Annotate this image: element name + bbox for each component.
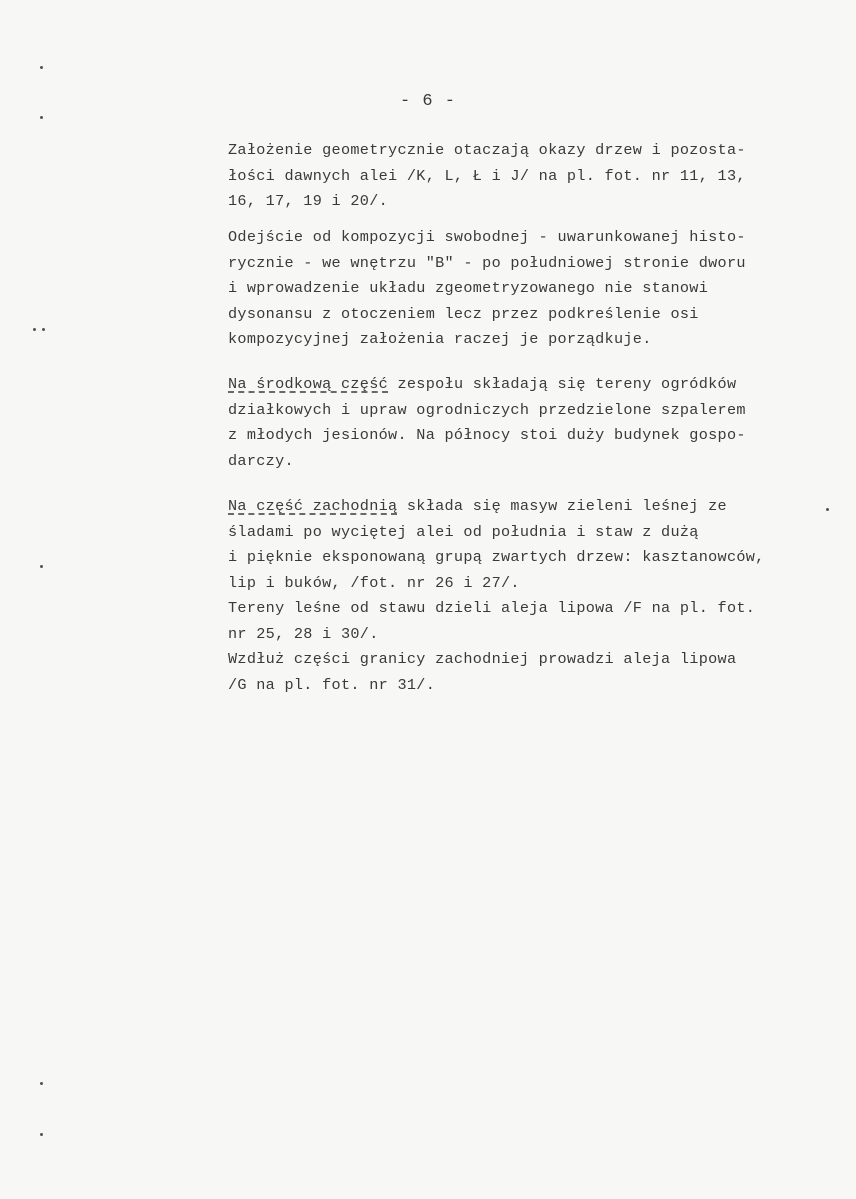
- scan-speck: [826, 508, 829, 511]
- text-line: Wzdłuż części granicy zachodniej prowadzi aleja lipowa: [228, 650, 737, 668]
- scan-speck: [40, 1082, 43, 1085]
- text-line: 16, 17, 19 i 20/.: [228, 192, 389, 210]
- scan-speck: [40, 116, 43, 119]
- scan-speck: [42, 328, 45, 331]
- text-line: nr 25, 28 i 30/.: [228, 624, 379, 643]
- text-line: działkowych i upraw ogrodniczych przedzielone szpalerem: [228, 400, 746, 419]
- text-line: Założenie geometrycznie otaczają okazy drzew i pozosta-: [228, 141, 746, 159]
- text-line: darczy.: [228, 451, 294, 470]
- text-line: Odejście od kompozycji swobodnej - uwarunkowanej histo-: [228, 228, 746, 246]
- text-line-with-underline: [228, 372, 848, 398]
- text-line: i pięknie eksponowaną grupą zwartych drzew: kasztanowców,: [228, 548, 765, 566]
- text-line: dysonansu z otoczeniem lecz przez podkreślenie osi: [228, 304, 699, 323]
- text-line: i wprowadzenie układu zgeometryzowanego nie stanowi: [228, 279, 709, 297]
- text-line: łości dawnych alei /K, L, Ł i J/ na pl. fot. nr 11, 13,: [228, 166, 746, 185]
- scan-speck: [40, 66, 43, 69]
- text-line: rycznie - we wnętrzu "B" - po południowej stronie dworu: [228, 253, 746, 272]
- paragraph-4: [228, 494, 848, 698]
- text-line: śladami po wyciętej alei od południa i staw z dużą: [228, 522, 699, 541]
- text-line: /G na pl. fot. nr 31/.: [228, 675, 436, 694]
- paragraph-2: [228, 225, 848, 353]
- underlined-phrase: Na część zachodnią: [228, 497, 398, 515]
- text-line-rest: zespołu składają się tereny ogródków: [388, 375, 737, 393]
- paragraph-3: [228, 372, 848, 474]
- text-line: kompozycyjnej założenia raczej je porządkuje.: [228, 330, 652, 348]
- scan-speck: [40, 565, 43, 568]
- text-line-with-underline: [228, 494, 848, 520]
- text-line: lip i buków, /fot. nr 26 i 27/.: [228, 573, 520, 592]
- scan-speck: [33, 328, 36, 331]
- text-line: Tereny leśne od stawu dzieli aleja lipowa /F na pl. fot.: [228, 599, 756, 617]
- underlined-phrase: Na środkową część: [228, 375, 389, 393]
- scan-speck: [40, 1133, 43, 1136]
- text-line-rest: składa się masyw zieleni leśnej ze: [397, 497, 727, 515]
- page-number: - 6 -: [399, 92, 456, 111]
- text-line: z młodych jesionów. Na północy stoi duży budynek gospo-: [228, 426, 746, 444]
- paragraph-1: [228, 138, 848, 215]
